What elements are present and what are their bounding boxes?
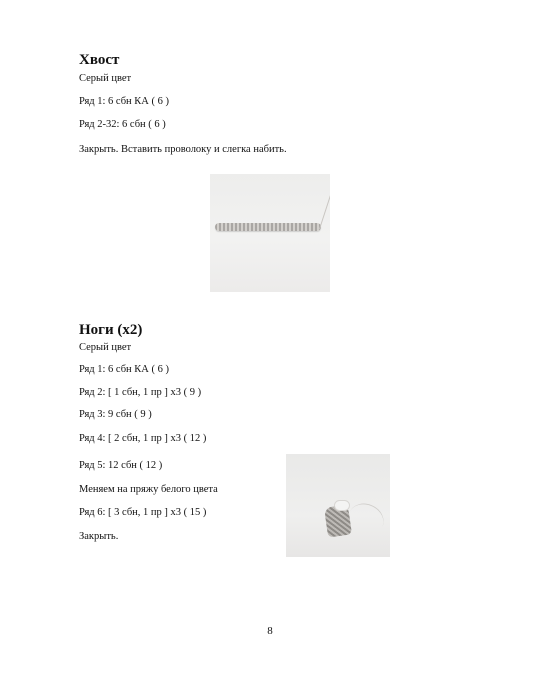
legs-line-row-3: Ряд 3: 9 сбн ( 9 ) <box>79 409 152 420</box>
legs-line-row-1: Ряд 1: 6 сбн КА ( 6 ) <box>79 364 169 375</box>
section-title-tail: Хвост <box>79 52 120 68</box>
tail-line-finish: Закрыть. Вставить проволоку и слегка набить. <box>79 144 287 155</box>
legs-line-finish: Закрыть. <box>79 531 119 542</box>
legs-line-row-2: Ряд 2: [ 1 сбн, 1 пр ] x3 ( 9 ) <box>79 387 202 398</box>
legs-line-row-4: Ряд 4: [ 2 сбн, 1 пр ] x3 ( 12 ) <box>79 433 207 444</box>
legs-line-row-5: Ряд 5: 12 сбн ( 12 ) <box>79 460 163 471</box>
page-number: 8 <box>267 625 273 637</box>
leg-photo <box>286 454 390 557</box>
tail-line-row-2-32: Ряд 2-32: 6 сбн ( 6 ) <box>79 119 166 130</box>
legs-line-color: Серый цвет <box>79 342 132 353</box>
legs-line-color-change: Меняем на пряжу белого цвета <box>79 484 218 495</box>
tail-line-color: Серый цвет <box>79 73 132 84</box>
crocheted-tail-image <box>215 223 321 231</box>
tail-line-row-1: Ряд 1: 6 сбн КА ( 6 ) <box>79 96 169 107</box>
section-title-legs: Ноги (x2) <box>79 322 143 338</box>
tail-photo <box>210 174 330 292</box>
white-yarn-top-image <box>334 500 350 511</box>
legs-line-row-6: Ряд 6: [ 3 сбн, 1 пр ] x3 ( 15 ) <box>79 507 207 518</box>
yarn-end-image <box>319 186 330 230</box>
